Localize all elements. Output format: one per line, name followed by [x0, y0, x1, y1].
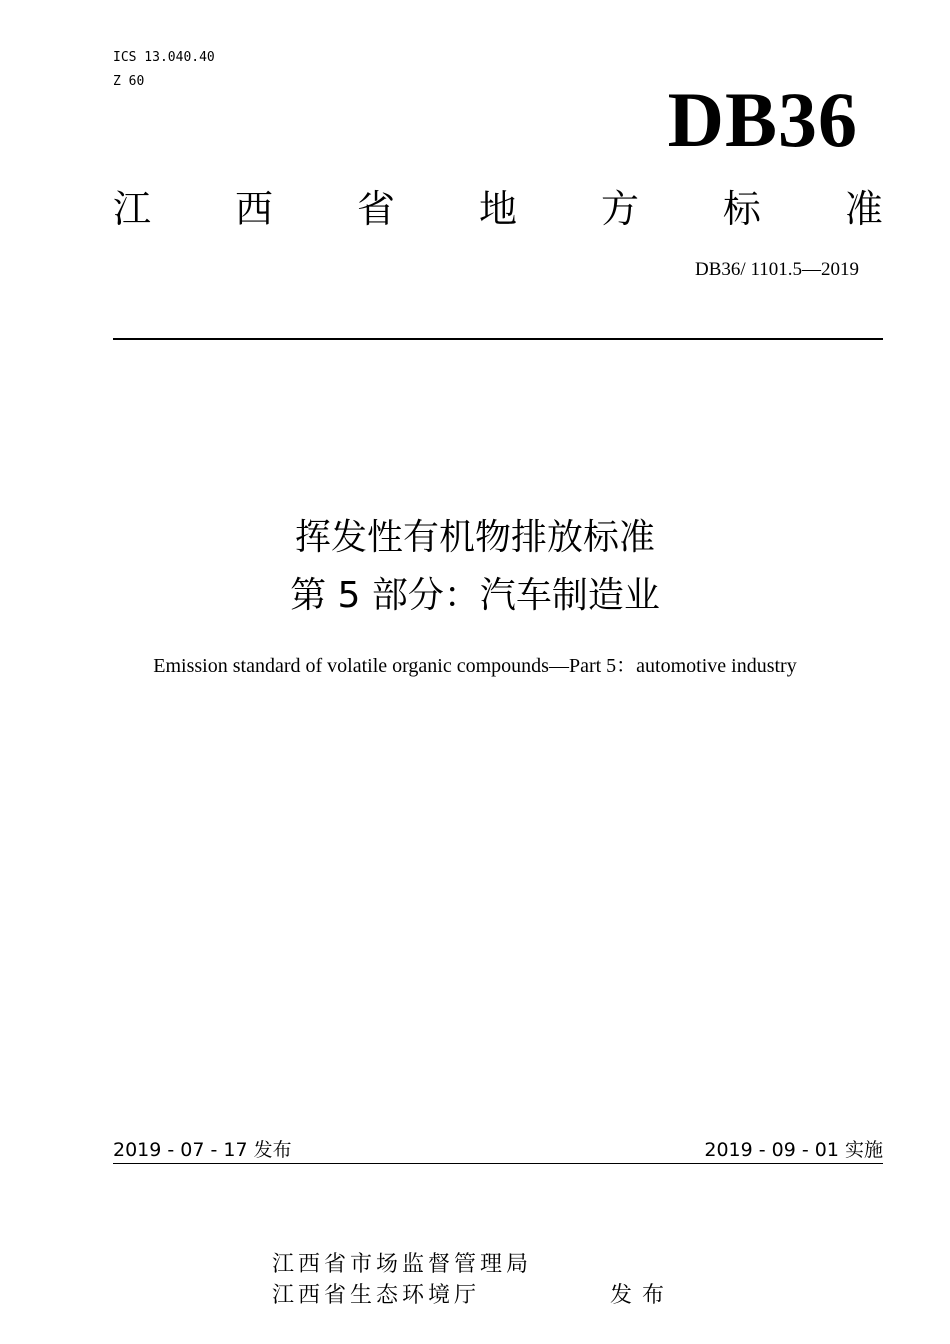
publish-label: 发布: [610, 1283, 675, 1308]
standard-type-heading: [113, 186, 883, 232]
classification-code: Z 60: [113, 74, 145, 89]
standard-type-char: 江: [113, 187, 152, 231]
english-title: Emission standard of volatile organic compounds—Part 5：automotive industry: [153, 655, 797, 677]
footer-divider: [113, 1163, 883, 1164]
standard-type-char: 西: [234, 187, 273, 231]
publisher-org-2: 江西省生态环境厅: [272, 1283, 481, 1308]
db-logo: DB36: [667, 76, 858, 163]
implementation-date: 2019 - 09 - 01 实施: [704, 1139, 883, 1161]
standard-type-char: 准: [844, 187, 883, 231]
standard-type-char: 标: [722, 187, 761, 231]
standard-type-char: 地: [478, 187, 517, 231]
standard-number: DB36/ 1101.5—2019: [695, 259, 859, 280]
standard-type-char: 省: [356, 187, 395, 231]
ics-code: ICS 13.040.40: [113, 50, 215, 65]
header-divider: [113, 338, 883, 340]
standard-type-char: 方: [600, 187, 639, 231]
document-subtitle: 第 5 部分：汽车制造业: [290, 575, 660, 616]
document-title: 挥发性有机物排放标准: [294, 517, 655, 558]
publisher-org-1: 江西省市场监督管理局: [272, 1252, 533, 1277]
issue-date: 2019 - 07 - 17 发布: [113, 1139, 292, 1161]
